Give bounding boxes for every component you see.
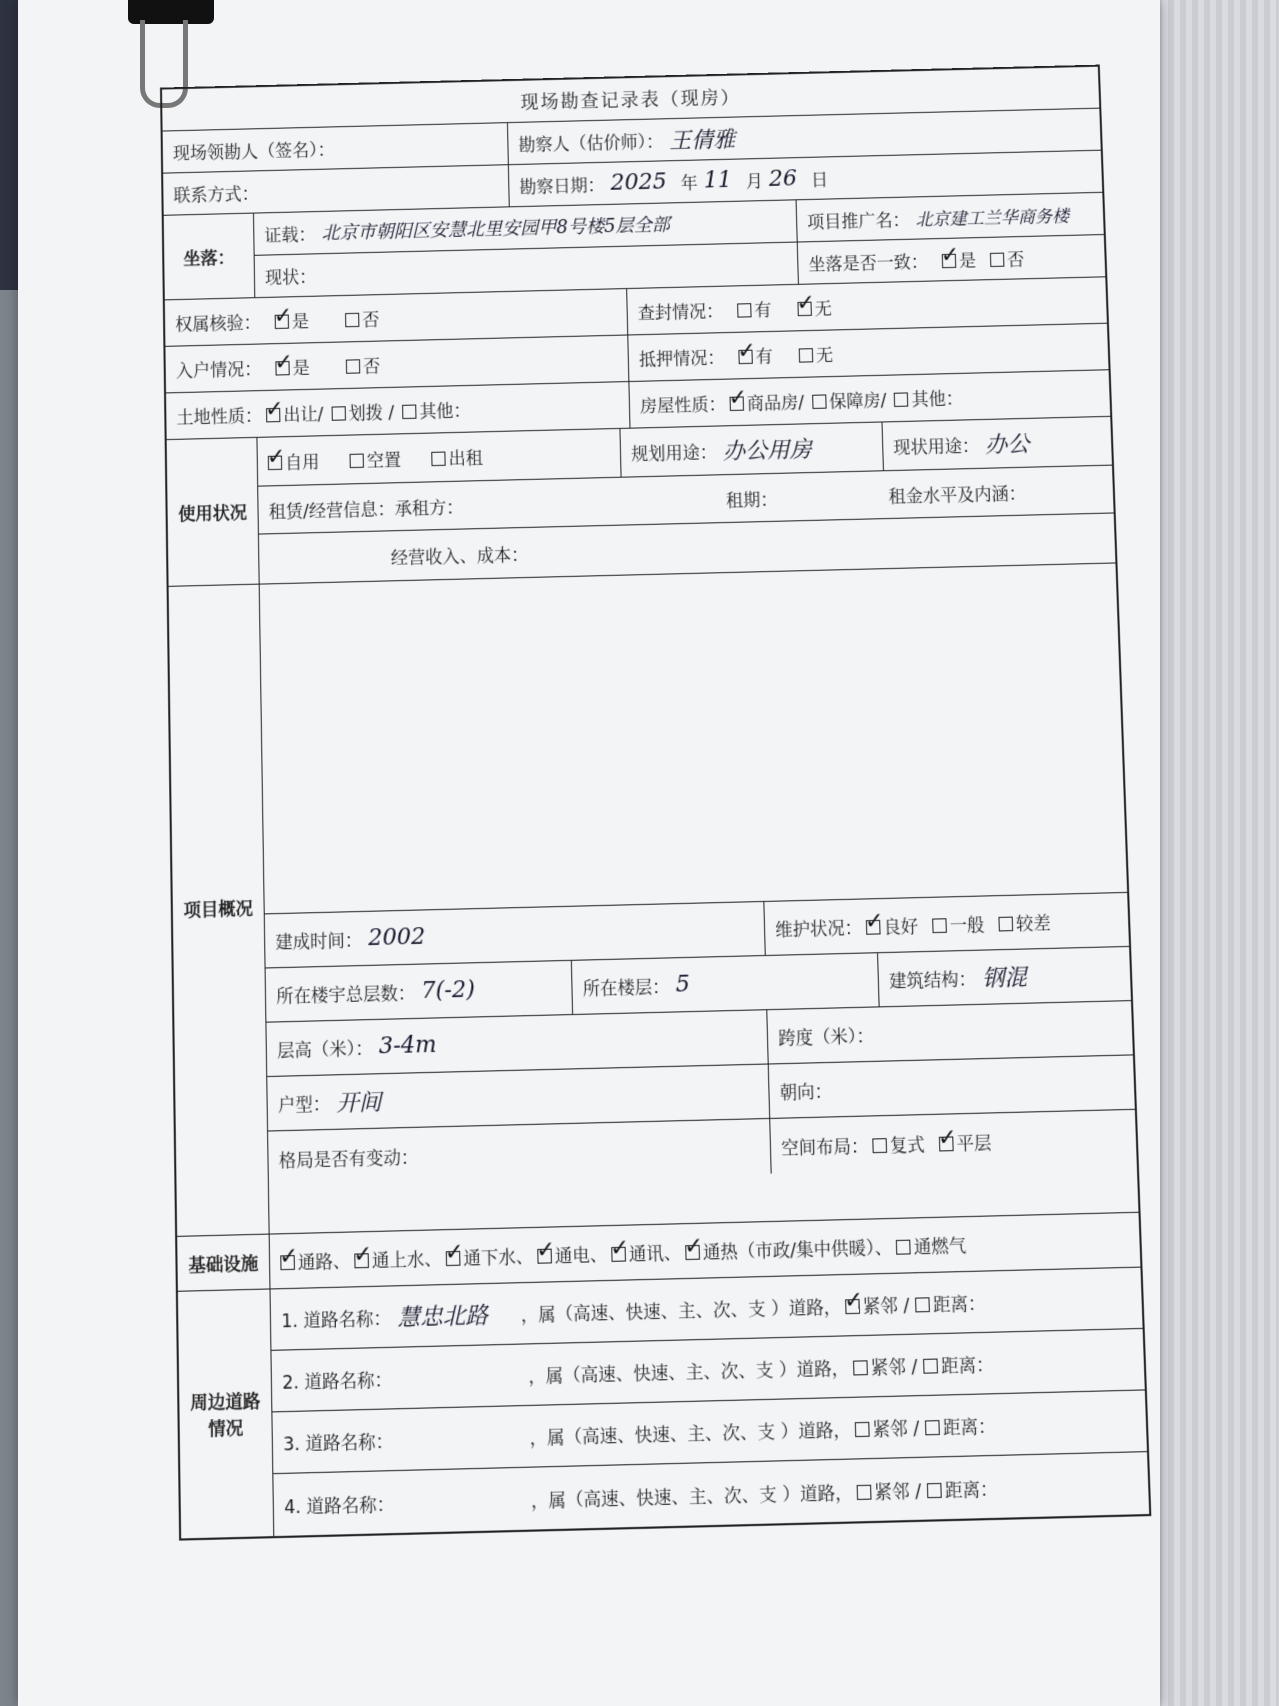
checkbox-icon[interactable] xyxy=(812,394,827,409)
infra-heat-option[interactable] xyxy=(685,1233,892,1265)
seal-no-option[interactable] xyxy=(797,294,832,320)
roads-label: 周边道路情况 xyxy=(178,1289,274,1538)
checkbox-checked-icon[interactable] xyxy=(354,1253,369,1268)
infra-road-label: 通路、 xyxy=(297,1251,351,1274)
consistent-no-option[interactable] xyxy=(990,245,1025,271)
infra-drain-option[interactable] xyxy=(446,1242,534,1271)
infra-telecom-label: 通讯、 xyxy=(628,1243,682,1266)
height-value[interactable]: 3-4m xyxy=(378,1032,437,1060)
entry-yes-option[interactable] xyxy=(275,353,310,379)
seal-no-label: 无 xyxy=(814,299,833,320)
usage-opt2-option[interactable] xyxy=(349,445,401,472)
date-month[interactable]: 11 xyxy=(703,167,733,194)
layout-opt1-label: 复式 xyxy=(889,1134,926,1157)
road-adjacent-label: 紧邻 / xyxy=(874,1480,922,1504)
road-class-text: ，属（高速、快速、主、次、支 ）道路， xyxy=(528,1358,850,1388)
actual-value[interactable]: 办公 xyxy=(984,431,1030,459)
survey-form xyxy=(160,65,1151,1541)
term-label: 租期： xyxy=(725,489,778,512)
lease-label: 租赁/经营信息：承租方： xyxy=(268,497,464,523)
road-distance-option[interactable] xyxy=(915,1288,986,1316)
checkbox-checked-icon[interactable] xyxy=(942,254,957,268)
floors-value[interactable]: 7(-2) xyxy=(421,976,476,1005)
type-label: 户型： xyxy=(277,1094,331,1117)
checkbox-icon[interactable] xyxy=(855,1422,870,1437)
checkbox-icon[interactable] xyxy=(346,359,360,374)
checkbox-icon[interactable] xyxy=(998,917,1013,932)
seal-yes-label: 有 xyxy=(754,300,772,322)
road-distance-option[interactable] xyxy=(927,1474,998,1502)
entry-no-option[interactable] xyxy=(346,352,381,378)
infra-drain-label: 通下水、 xyxy=(463,1246,534,1270)
infra-water-option[interactable] xyxy=(354,1244,442,1273)
mortgage-yes-label: 有 xyxy=(755,347,774,368)
entry-no-label: 否 xyxy=(362,356,381,378)
project-label: 项目概况 xyxy=(169,585,270,1236)
surveyor-value[interactable]: 王倩雅 xyxy=(668,127,736,155)
checkbox-icon[interactable] xyxy=(923,1359,938,1374)
income-label: 经营收入、成本： xyxy=(390,544,529,569)
usage-opt3-label: 出租 xyxy=(448,448,484,470)
checkbox-checked-icon[interactable] xyxy=(939,1136,954,1151)
road-adjacent-label: 紧邻 / xyxy=(862,1295,910,1318)
road-name-value[interactable]: 慧忠北路 xyxy=(397,1303,489,1332)
house-label: 房屋性质： xyxy=(639,394,726,418)
ownership-yes-option[interactable] xyxy=(275,307,310,333)
promo-value[interactable]: 北京建工兰华商务楼 xyxy=(915,206,1070,231)
built-label: 建成时间： xyxy=(275,930,363,954)
contact-label: 联系方式： xyxy=(173,184,259,207)
road-distance-option[interactable] xyxy=(925,1411,996,1439)
maint-opt2-option[interactable] xyxy=(932,910,985,937)
layout-label: 空间布局： xyxy=(780,1135,869,1160)
infra-water-label: 通上水、 xyxy=(371,1249,443,1273)
plan-value[interactable]: 办公用房 xyxy=(722,437,813,465)
checkbox-checked-icon[interactable] xyxy=(685,1245,700,1260)
struct-label: 建筑结构： xyxy=(888,969,977,993)
road-adjacent-label: 紧邻 / xyxy=(872,1418,920,1441)
land-label: 土地性质： xyxy=(176,406,263,429)
ownership-yes-label: 是 xyxy=(291,311,310,333)
mortgage-no-option[interactable] xyxy=(799,341,834,367)
rent-label: 租金水平及内涵： xyxy=(888,483,1027,508)
seal-yes-option[interactable] xyxy=(737,296,772,322)
maint-opt1-label: 良好 xyxy=(883,916,919,939)
infra-power-label: 通电、 xyxy=(554,1245,608,1268)
checkbox-checked-icon[interactable] xyxy=(730,396,744,411)
date-day[interactable]: 26 xyxy=(768,166,798,192)
checkbox-icon[interactable] xyxy=(990,252,1005,266)
checkbox-checked-icon[interactable] xyxy=(275,361,289,376)
entry-label: 入户情况： xyxy=(175,359,262,383)
consistent-no-label: 否 xyxy=(1006,249,1025,271)
floor-label: 所在楼层： xyxy=(582,977,670,1001)
checkbox-icon[interactable] xyxy=(927,1482,942,1497)
mortgage-label: 抵押情况： xyxy=(638,348,725,371)
guide-label: 现场领勘人（签名）： xyxy=(172,140,335,165)
road-name-value[interactable] xyxy=(398,1375,528,1378)
location-label: 坐落： xyxy=(164,214,256,300)
checkbox-checked-icon[interactable] xyxy=(866,920,881,935)
infra-label: 基础设施 xyxy=(177,1235,270,1291)
plan-label: 规划用途： xyxy=(630,442,718,466)
usage-opt2-label: 空置 xyxy=(366,450,402,472)
project-description-area[interactable] xyxy=(260,563,1127,914)
date-day-unit: 日 xyxy=(810,170,829,191)
infra-gas-option[interactable] xyxy=(896,1231,967,1259)
layout-opt1-option[interactable] xyxy=(872,1129,925,1157)
form-title: 现场勘查记录表（现房） xyxy=(520,86,741,114)
form-sheet xyxy=(60,62,1269,1644)
usage-opt3-option[interactable] xyxy=(431,443,483,470)
infra-road-option[interactable] xyxy=(280,1246,350,1274)
current-label: 现状： xyxy=(264,267,317,289)
checkbox-checked-icon[interactable] xyxy=(266,408,280,423)
road-distance-label: 距离： xyxy=(940,1354,994,1378)
land-opt3-option[interactable] xyxy=(402,396,471,423)
cert-value[interactable]: 北京市朝阳区安慧北里安园甲8号楼5层全部 xyxy=(321,214,670,245)
layout-opt2-option[interactable] xyxy=(939,1128,992,1156)
maint-opt3-option[interactable] xyxy=(998,908,1051,935)
consistent-label: 坐落是否一致： xyxy=(808,252,929,276)
checkbox-icon[interactable] xyxy=(894,392,909,407)
ownership-label: 权属核验： xyxy=(175,313,261,336)
checkbox-icon[interactable] xyxy=(345,313,359,327)
orient-label: 朝向： xyxy=(779,1081,833,1105)
maint-opt3-label: 较差 xyxy=(1015,913,1052,936)
road-name-value[interactable] xyxy=(401,1499,531,1502)
road-distance-label: 距离： xyxy=(932,1293,986,1317)
road-prefix: 2. 道路名称： xyxy=(282,1370,393,1395)
road-name-value[interactable] xyxy=(399,1436,529,1439)
date-month-unit: 月 xyxy=(745,172,764,193)
road-distance-label: 距离： xyxy=(944,1478,998,1502)
checkbox-icon[interactable] xyxy=(350,453,364,468)
struct-value[interactable]: 钢混 xyxy=(981,965,1028,993)
surveyor-label: 勘察人（估价师）： xyxy=(518,132,664,156)
land-opt2-label: 划拨 / xyxy=(348,403,395,425)
land-opt3-label: 其他： xyxy=(419,401,471,423)
checkbox-icon[interactable] xyxy=(799,348,813,363)
maint-opt1-option[interactable] xyxy=(866,912,919,939)
infra-heat-label: 通热（市政/集中供暖）、 xyxy=(702,1237,893,1264)
road-prefix: 4. 道路名称： xyxy=(284,1494,395,1519)
actual-label: 现状用途： xyxy=(893,436,980,459)
usage-opt1-option[interactable] xyxy=(268,447,320,474)
road-prefix: 1. 道路名称： xyxy=(281,1308,392,1333)
date-label: 勘察日期： xyxy=(519,175,605,199)
maint-label: 维护状况： xyxy=(775,918,863,942)
road-adjacent-option[interactable] xyxy=(856,1475,921,1503)
checkbox-checked-icon[interactable] xyxy=(797,302,811,316)
house-opt3-option[interactable] xyxy=(894,384,963,411)
layout-opt2-label: 平层 xyxy=(956,1132,992,1155)
infra-gas-label: 通燃气 xyxy=(913,1236,967,1259)
house-opt3-label: 其他： xyxy=(911,389,964,411)
maint-opt2-label: 一般 xyxy=(949,915,985,937)
consistent-yes-label: 是 xyxy=(958,250,977,272)
checkbox-checked-icon[interactable] xyxy=(611,1247,626,1262)
ownership-no-option[interactable] xyxy=(345,305,380,331)
checkbox-icon[interactable] xyxy=(331,406,345,421)
entry-yes-label: 是 xyxy=(292,358,310,380)
type-value[interactable]: 开间 xyxy=(336,1089,382,1118)
date-year[interactable]: 2025 xyxy=(610,169,667,196)
checkbox-icon[interactable] xyxy=(853,1360,868,1375)
road-prefix: 3. 道路名称： xyxy=(283,1431,394,1456)
promo-label: 项目推广名： xyxy=(806,210,910,233)
checkbox-checked-icon[interactable] xyxy=(275,315,289,329)
built-value[interactable]: 2002 xyxy=(367,923,426,952)
checkbox-icon[interactable] xyxy=(896,1240,911,1255)
road-distance-option[interactable] xyxy=(923,1350,994,1378)
ownership-no-label: 否 xyxy=(362,310,380,331)
checkbox-checked-icon[interactable] xyxy=(446,1251,461,1266)
road-class-text: ，属（高速、快速、主、次、支 ）道路， xyxy=(529,1420,852,1450)
infra-telecom-option[interactable] xyxy=(611,1238,682,1266)
road-class-text: ，属（高速、快速、主、次、支 ）道路， xyxy=(520,1297,842,1327)
seal-label: 查封情况： xyxy=(637,301,724,325)
checkbox-icon[interactable] xyxy=(872,1138,887,1153)
land-opt1-label: 出让/ xyxy=(283,404,324,427)
checkbox-checked-icon[interactable] xyxy=(280,1255,295,1270)
house-opt2-label: 保障房/ xyxy=(828,390,887,413)
height-label: 层高（米）： xyxy=(276,1038,373,1063)
road-adjacent-option[interactable] xyxy=(845,1290,910,1318)
floor-value[interactable]: 5 xyxy=(675,971,691,998)
cert-label: 证载： xyxy=(264,224,316,247)
checkbox-checked-icon[interactable] xyxy=(268,455,282,470)
road-adjacent-option[interactable] xyxy=(853,1352,918,1380)
road-class-text: ，属（高速、快速、主、次、支 ）道路， xyxy=(530,1482,854,1512)
mortgage-no-label: 无 xyxy=(815,345,834,367)
house-opt1-option[interactable] xyxy=(729,388,804,415)
usage-opt1-label: 自用 xyxy=(284,452,320,474)
date-year-unit: 年 xyxy=(680,173,699,195)
checkbox-icon[interactable] xyxy=(915,1297,930,1312)
road-adjacent-option[interactable] xyxy=(855,1413,920,1441)
checkbox-checked-icon[interactable] xyxy=(845,1299,860,1314)
usage-label: 使用状况 xyxy=(167,438,260,586)
infra-power-option[interactable] xyxy=(537,1240,607,1268)
checkbox-icon[interactable] xyxy=(857,1484,872,1499)
checkbox-icon[interactable] xyxy=(737,303,751,317)
consistent-yes-option[interactable] xyxy=(941,246,976,272)
house-opt2-option[interactable] xyxy=(812,386,887,413)
road-adjacent-label: 紧邻 / xyxy=(870,1356,918,1380)
span-label: 跨度（米）： xyxy=(778,1026,875,1050)
house-opt1-label: 商品房/ xyxy=(746,392,805,415)
road-distance-label: 距离： xyxy=(942,1416,996,1440)
checkbox-checked-icon[interactable] xyxy=(537,1249,552,1264)
change-label: 格局是否有变动： xyxy=(278,1147,419,1172)
land-opt2-option[interactable] xyxy=(331,398,394,425)
mortgage-yes-option[interactable] xyxy=(738,342,773,368)
land-opt1-option[interactable] xyxy=(266,400,324,427)
checkbox-icon[interactable] xyxy=(402,405,416,420)
checkbox-checked-icon[interactable] xyxy=(738,350,752,365)
checkbox-icon[interactable] xyxy=(932,918,947,933)
floors-label: 所在楼宇总层数： xyxy=(276,983,416,1008)
checkbox-icon[interactable] xyxy=(925,1420,940,1435)
checkbox-icon[interactable] xyxy=(431,451,445,466)
